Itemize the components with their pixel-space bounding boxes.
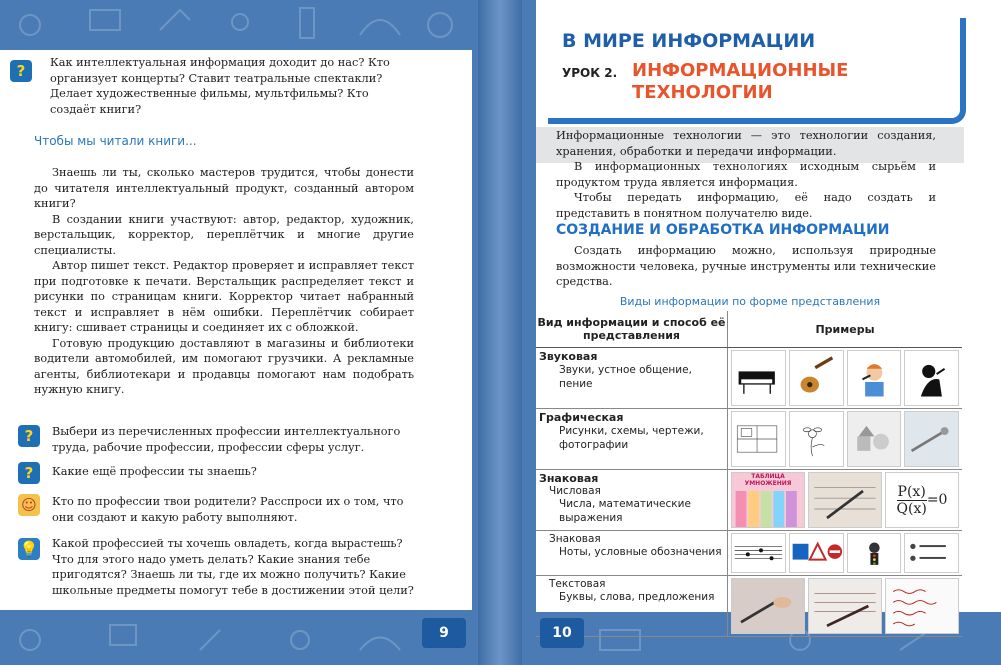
subcategory-label: Числовая [549, 485, 601, 497]
category-description: Числа, математические выражения [559, 498, 691, 524]
subcategory-label: Знаковая [549, 533, 601, 545]
formula-denominator: Q(x) [896, 500, 927, 517]
formula-numerator: P(x) [897, 483, 926, 500]
singing-child-image [847, 350, 902, 406]
examples-images [731, 350, 959, 406]
traffic-light-figure-image [847, 533, 902, 573]
examples-images [731, 578, 959, 634]
chapter-title: В МИРЕ ИНФОРМАЦИИ [562, 30, 816, 52]
multiplication-table-image [731, 472, 805, 528]
task-question: Кто по профессии твои родители? Расспроси их о том, что они создают и какую работу выполняют. [52, 495, 404, 524]
paragraph: Чтобы передать информацию, её надо создать и представить в понятном получателю виде. [556, 191, 936, 220]
category-description: Ноты, условные обозначения [559, 546, 722, 558]
paragraph: Автор пишет текст. Редактор проверяет и исправляет текст при подготовке к печати. Верстальщик распределяет текст и рисунки по страницам книги. Корректор читает набранный текст и исправляет в нём ошибки. Переплётчик собирает книгу: сшивает страницы и соединяет их с обложкой. [34, 259, 414, 334]
paragraph: Готовую продукцию доставляют в магазины и библиотеки водители автомобилей, им помогают грузчики. А рекламные агенты, библиотекари и продавцы помогают нам подобрать нужную книгу. [34, 336, 414, 396]
table-row [536, 348, 962, 409]
flower-drawing-image [789, 411, 844, 467]
table-row [536, 470, 962, 531]
table-row [536, 576, 962, 637]
symbol-legend-image [904, 533, 959, 573]
section-heading: СОЗДАНИЕ И ОБРАБОТКА ИНФОРМАЦИИ [556, 222, 890, 238]
examples-images [731, 533, 959, 573]
lightbulb-icon: 💡 [19, 540, 39, 558]
category-description: Звуки, устное общение, пение [559, 364, 692, 390]
paragraph: Знаешь ли ты, сколько мастеров трудится, чтобы донести до читателя интеллектуальный продукт, созданный автором книги? [34, 166, 414, 210]
right-body-text [556, 128, 936, 221]
music-notes-image [731, 533, 786, 573]
subcategory-label: Текстовая [549, 578, 606, 590]
task-question: Какие ещё профессии ты знаешь? [52, 465, 257, 478]
definition-paragraph: Информационные технологии — это технологии создания, хранения, обработки и передачи информации. [556, 129, 936, 158]
formula-image [885, 472, 959, 528]
table-caption: Виды информации по форме представления [619, 295, 881, 308]
category-description: Буквы, слова, предложения [559, 591, 715, 603]
examples-images [731, 411, 959, 467]
question-icon: ? [18, 425, 40, 447]
paragraph: В информационных технологиях исходным сырьём и продуктом труда является информация. [556, 160, 936, 189]
page-number-right: 10 [540, 618, 584, 648]
table-row [536, 409, 962, 470]
intro-question: Как интеллектуальная информация доходит до нас? Кто организует концерты? Ставит театральные спектакли? Делает художественные фильмы, мультфильмы? Кто создаёт книги? [50, 56, 390, 116]
multiplication-table-label: ТАБЛИЦА УМНОЖЕНИЯ [744, 473, 792, 487]
blueprint-image [731, 411, 786, 467]
category-label: Звуковая [539, 350, 598, 363]
technical-photo-image [904, 411, 959, 467]
paragraph: В создании книги участвуют: автор, редактор, художник, верстальщик, корректор, переплётчик и многие другие специалисты. [34, 212, 414, 257]
task-question: Какой профессией ты хочешь овладеть, когда вырастешь? Что для этого надо уметь делать? Какие знания тебе пригодятся? Знаешь ли ты, где их можно получить? Какие школьные предметы помогут тебе в достижении этой цели? [52, 537, 414, 597]
question-icon: ? [10, 60, 32, 82]
geometric-sketch-image [847, 411, 902, 467]
math-notebook-image [808, 472, 882, 528]
section-paragraph: Создать информацию можно, используя природные возможности человека, ручные инструменты или технические средства. [556, 244, 936, 288]
table-header-row [536, 311, 962, 348]
subsection-heading: Чтобы мы читали книги... [34, 134, 197, 148]
road-signs-image [789, 533, 844, 573]
handwritten-note-image [885, 578, 959, 634]
book-spine [478, 0, 522, 665]
lesson-number: УРОК 2. [562, 66, 618, 80]
lesson-title: ИНФОРМАЦИОННЫЕ ТЕХНОЛОГИИ [632, 60, 849, 103]
examples-images [731, 472, 959, 528]
formula-equals: =0 [926, 492, 948, 508]
column-header: Примеры [728, 311, 963, 348]
guitar-image [789, 350, 844, 406]
category-description: Рисунки, схемы, чертежи, фотографии [559, 425, 704, 451]
category-label: Знаковая [539, 472, 599, 485]
category-label: Графическая [539, 411, 624, 424]
writing-hand-image [731, 578, 805, 634]
page-number-left: 9 [422, 618, 466, 648]
info-types-table [536, 311, 962, 637]
piano-image [731, 350, 786, 406]
singer-silhouette-image [904, 350, 959, 406]
column-header: Вид информации и способ её представления [536, 311, 728, 348]
task-question: Выбери из перечисленных профессии интеллектуального труда, рабочие профессии, профессии сферы услуг. [52, 425, 401, 454]
left-body-text [34, 165, 414, 398]
question-icon: ? [18, 462, 40, 484]
pen-on-paper-image [808, 578, 882, 634]
table-row [536, 531, 962, 576]
family-icon: ☺ [18, 494, 40, 516]
